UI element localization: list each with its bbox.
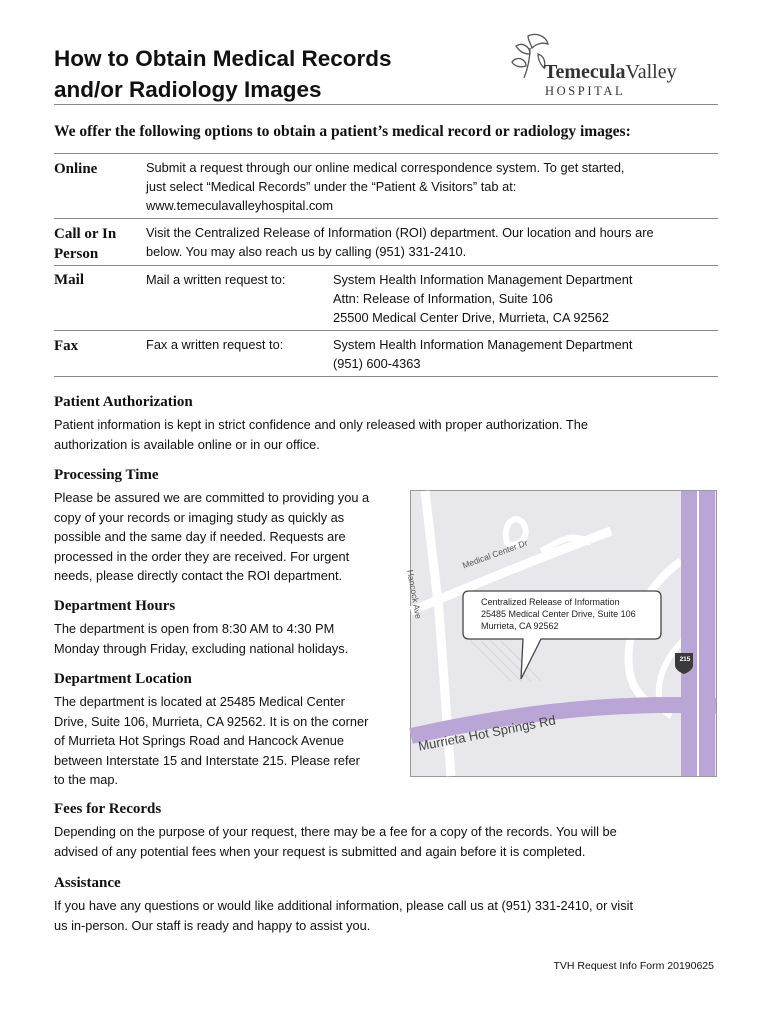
highway-shield-label: 215 [679,656,691,663]
form-footer: TVH Request Info Form 20190625 [553,960,714,972]
section-heading-fees: Fees for Records [54,801,162,817]
title-line-1: How to Obtain Medical Records [54,46,392,71]
table-rule [54,330,718,331]
logo-name: TemeculaValley [544,61,677,83]
option-mail-label: Mail [54,272,84,288]
table-rule [54,218,718,219]
title-line-2: and/or Radiology Images [54,77,322,102]
option-mail-prompt: Mail a written request to: [146,272,286,287]
street-label-medical-center: Medical Center Dr [461,537,529,571]
section-text-hours: The department is open from 8:30 AM to 4:30 PM Monday through Friday, excluding national holidays. [54,621,349,656]
website-link[interactable]: www.temeculavalleyhospital.com [146,198,334,213]
header-rule [54,104,718,105]
hospital-logo [508,32,718,98]
option-fax-prompt: Fax a written request to: [146,337,284,352]
location-map [405,490,717,777]
section-heading-assistance: Assistance [54,875,121,891]
section-heading-processing: Processing Time [54,467,159,483]
option-online-label: Online [54,161,98,177]
callout-text: Centralized Release of Information 25485 Medical Center Drive, Suite 106 Murrieta, CA 92562 [481,597,636,631]
street-label-hancock: Hancock Ave [405,569,424,620]
section-heading-authorization: Patient Authorization [54,394,193,410]
option-fax-label: Fax [54,338,79,354]
option-call-label: Call or In Person [54,226,117,262]
table-rule [54,376,718,377]
page-title [54,43,392,105]
option-mail-address: System Health Information Management Department Attn: Release of Information, Suite 106 25500 Medical Center Drive, Murrieta, CA 92562 [333,272,633,325]
section-text-location: The department is located at 25485 Medical Center Drive, Suite 106, Murrieta, CA 92562. It is on the corner of Murrieta Hot Springs Road and Hancock Avenue between Interstate 15 and Interstate 215. Please refer to the map. [54,694,369,787]
section-heading-hours: Department Hours [54,598,176,614]
option-online-text: Submit a request through our online medical correspondence system. To get started, just select “Medical Records” under the “Patient & Visitors” tab at: www.temeculavalleyhospital.com [146,160,625,213]
section-text-authorization: Patient information is kept in strict confidence and only released with proper authorization. The authorization is available online or in our office. [54,417,588,452]
section-text-processing: Please be assured we are committed to providing you a copy of your records or imaging study as quickly as possible and the same day if needed. Requests are processed in the order they are received. For urgent needs, please directly contact the ROI department. [54,490,370,583]
section-text-fees: Depending on the purpose of your request, there may be a fee for a copy of the records. You will be advised of any potential fees when your request is submitted and again before it is completed. [54,824,617,859]
section-heading-location: Department Location [54,671,192,687]
option-fax-details: System Health Information Management Department (951) 600-4363 [333,337,633,371]
table-rule [54,265,718,266]
section-text-assistance: If you have any questions or would like additional information, please call us at (951) 331-2410, or visit us in-person. Our staff is ready and happy to assist you. [54,898,634,933]
intro-heading: We offer the following options to obtain a patient’s medical record or radiology images: [54,123,631,140]
option-call-text: Visit the Centralized Release of Information (ROI) department. Our location and hours are below. You may also reach us by calling (951) 331-2410. [146,225,654,259]
table-rule [54,153,718,154]
street-label-murrieta: Murrieta Hot Springs Rd [417,712,557,754]
logo-subtitle: HOSPITAL [545,84,626,98]
